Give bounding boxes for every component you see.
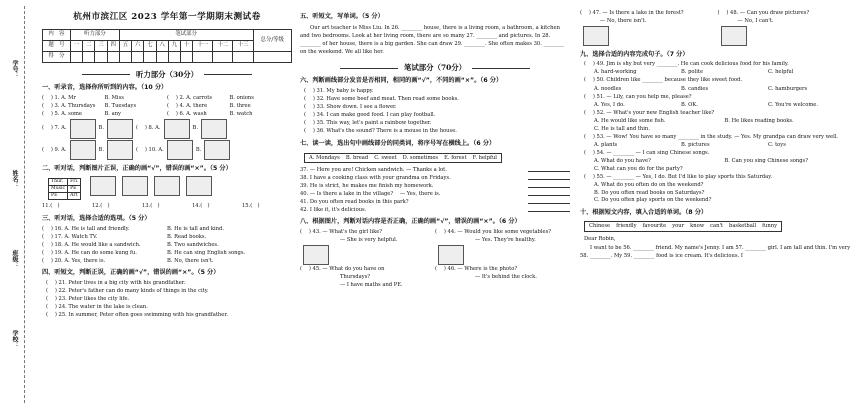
picture-row: ( ) 9. A. B. ( ) 10. A. B. <box>42 140 292 160</box>
section-9-title: 九、选择合适的内容完成句子。（7 分） <box>580 50 689 58</box>
picture-row <box>300 245 570 265</box>
section-6-title: 六、判断画线部分发音是否相同，相同的画“√”，不同的画“×”。（6 分） <box>300 77 503 85</box>
score-cell: 得 分 <box>43 51 71 62</box>
column-middle <box>300 8 570 405</box>
score-input[interactable] <box>168 51 180 62</box>
score-input[interactable] <box>70 51 82 62</box>
list-item[interactable]: ( ) 31. My baby is happy. <box>304 88 374 94</box>
score-cell: 六 <box>132 40 144 51</box>
timetable: Thur. Fri. Music PE PE Art <box>48 178 81 200</box>
answer-row[interactable]: 11.( ) 12.( ) 13.( ) 14.( ) 15.( ) <box>42 203 260 210</box>
answer-blank <box>528 183 570 188</box>
writing-band: 笔试部分（70分） <box>300 63 570 72</box>
picture-icon <box>583 26 609 46</box>
list-item[interactable]: 38. I have a cooking class with your grandma on Fridays. <box>300 175 570 182</box>
section-1-title: 一、听录音，选择你所听到的内容。（10 分） <box>42 83 168 91</box>
score-cell: 听力部分 <box>70 29 119 40</box>
section-10-title: 十、根据短文内容，填入合适的单词。（8 分） <box>580 208 708 216</box>
score-cell: 十二 <box>213 40 233 51</box>
score-cell: 十一 <box>193 40 213 51</box>
section-2-title: 二、听对话，判断图片正误，正确的画“√”，错误的画“×”。（5 分） <box>42 165 232 173</box>
list-item[interactable]: ( ) 35. This way, let's paint a rainbow together. <box>304 120 432 127</box>
list-item[interactable]: ( ) 36. What's the sound? There is a mouse in the house. <box>304 128 457 135</box>
column-right <box>580 8 855 405</box>
score-table <box>42 29 292 63</box>
answer-blank <box>528 199 570 204</box>
question[interactable]: ( ) 54. — ________ — I can sing Chinese songs. <box>584 149 710 156</box>
score-input[interactable] <box>156 51 168 62</box>
score-input[interactable] <box>107 51 119 62</box>
question[interactable]: ( ) 52. — What's your new English teacher like? <box>584 109 715 116</box>
options[interactable]: A. He would like some fish. B. He likes reading books. <box>594 117 794 124</box>
score-cell: 二 <box>83 40 95 51</box>
picture-icon <box>204 140 230 160</box>
picture-icon <box>70 140 96 160</box>
score-input[interactable] <box>253 51 292 62</box>
score-input[interactable] <box>144 51 156 62</box>
score-cell: 一 <box>70 40 82 51</box>
letter-body: I want to be 56. ________ friend. My name's Jenny. I am 57. ________ girl. I am tall and thin. I'm very 58. ________. My 59. ________ food is ice cream. It's delicious. I <box>580 245 851 260</box>
listening-band: 听力部分（30分） <box>42 70 292 79</box>
score-cell: 内 容 <box>43 29 71 40</box>
answer-blank <box>528 175 570 180</box>
picture-icon <box>90 176 116 196</box>
list-item[interactable]: ( ) 43. — What's the girl like? ( ) 44. — Would you like some vegetables? <box>300 228 552 235</box>
score-input[interactable] <box>233 51 253 62</box>
picture-icon <box>107 140 133 160</box>
options[interactable]: B. Do you often read books on Saturdays? <box>594 189 705 196</box>
list-item[interactable]: ( ) 17. A. Watch TV. B. Read books. <box>42 233 207 240</box>
list-item[interactable]: ( ) 24. The water in the lake is clean. <box>46 304 148 311</box>
question[interactable]: ( ) 53. — Wow! You have so many ________ in the study. — Yes. My grandpa can draw very well. <box>584 133 839 140</box>
section-3-title: 三、听对话，选择合适的选项。（5 分） <box>42 214 151 222</box>
list-item[interactable]: ( ) 22. Peter's father can do many kinds of things in the city. <box>46 288 209 295</box>
list-item[interactable]: ( ) 23. Peter likes the city life. <box>46 296 130 303</box>
list-item[interactable]: ( ) 21. Peter lives in a big city with his grandfather. <box>46 279 186 286</box>
list-item[interactable]: ( ) 19. A. He can do some kung fu. B. He can sing English songs. <box>42 249 246 256</box>
score-cell: 十 <box>181 40 193 51</box>
picture-icon <box>438 245 464 265</box>
score-cell: 八 <box>156 40 168 51</box>
question[interactable]: ( ) 51. — Lily, can you help me, please? <box>584 93 692 100</box>
list-item[interactable]: ( ) 32. Have some beef and meat. Then read some books. <box>304 96 459 103</box>
score-cell: 笔试部分 <box>119 29 253 40</box>
options[interactable]: A. What do you have? B. Can you sing Chinese songs? <box>594 157 808 164</box>
question[interactable]: ( ) 55. — ________ — Yes, I do. But I'd like to play sports this Saturday. <box>584 173 773 180</box>
picture-icon <box>186 176 212 196</box>
question[interactable]: ( ) 49. Jim is shy but very ________. He can cook delicious food for his family. <box>584 61 789 68</box>
student-id-label: 学号： <box>11 60 18 78</box>
picture-icon <box>164 119 190 139</box>
picture-icon <box>70 119 96 139</box>
school-label: 学校： <box>11 330 18 348</box>
list-item[interactable]: ( ) 18. A. He would like a sandwich. B. Two sandwiches. <box>42 241 219 248</box>
class-label: 班级： <box>11 250 18 268</box>
score-cell: 九 <box>168 40 180 51</box>
picture-row <box>42 176 292 202</box>
score-input[interactable] <box>193 51 213 62</box>
list-item[interactable]: ( ) 34. I can make good food. I can play football. <box>304 112 436 119</box>
list-item[interactable]: ( ) 16. A. He is tall and friendly. B. He is tall and kind. <box>42 225 224 232</box>
score-cell: 总分/等级 <box>253 29 292 51</box>
list-item[interactable]: 42. I like it, it's delicious. <box>300 207 570 214</box>
list-item[interactable]: ( ) 1. A. Mr B. Miss ( ) 2. A. carrots B. onions <box>42 94 254 101</box>
picture-icon <box>107 119 133 139</box>
list-item[interactable]: ( ) 20. A. Yes, there is. B. No, there isn't. <box>42 257 214 264</box>
answer-blank <box>528 207 570 212</box>
picture-icon <box>721 26 747 46</box>
letter-greeting: Dear Robin, <box>584 235 616 242</box>
cut-line <box>24 6 25 403</box>
name-label: 姓名： <box>11 170 18 188</box>
score-cell: 四 <box>107 40 119 51</box>
options[interactable]: C. What can you do for the party? <box>594 165 683 172</box>
list-item: — No, there isn't. — No, I can't. <box>600 17 774 24</box>
options[interactable]: A. noodles B. candies C. hamburgers <box>594 85 808 92</box>
passage: Our art teacher is Miss Liu. In 26. ________ house, there is a living room, a bathroom, a kitchen and two bedrooms. Look at her living room, there are so many 27. ________ and pictures. In 28. ________ of her house, there is a big garden. She can draw 29. ________. She often makes 30. ________ on the weekend. We all like her. <box>300 24 565 55</box>
list-item[interactable]: ( ) 47. — Is there a lake in the forest? ( ) 48. — Can you draw pictures? <box>580 9 810 16</box>
options[interactable]: C. He is tall and thin. <box>594 125 650 132</box>
column-left <box>42 8 292 405</box>
score-cell: 三 <box>95 40 107 51</box>
options[interactable]: A. hard-working B. polite C. helpful <box>594 69 794 76</box>
list-item[interactable]: ( ) 45. — What do you have on ( ) 46. — Where is the photo? <box>300 266 518 273</box>
section-8-title: 八、根据图片，判断对话内容是否正确，正确的画“√”，错误的画“×”。（6 分） <box>300 218 521 226</box>
list-item[interactable]: ( ) 5. A. some B. any ( ) 6. A. wash B. watch <box>42 110 253 117</box>
picture-icon <box>122 176 148 196</box>
options[interactable]: C. Do you often play sports on the weekend? <box>594 197 712 204</box>
picture-icon <box>167 140 193 160</box>
score-cell: 十三 <box>233 40 253 51</box>
list-item[interactable]: ( ) 3. A. Thursdays B. Tuesdays ( ) 4. A. there B. three <box>42 102 251 109</box>
options[interactable]: A. What do you often do on the weekend? <box>594 181 704 188</box>
section-5-title: 五、听短文，写单词。（5 分） <box>300 13 384 20</box>
picture-icon <box>303 245 329 265</box>
picture-row: ( ) 7. A. B. ( ) 8. A. B. <box>42 119 292 139</box>
score-cell: 七 <box>144 40 156 51</box>
list-item[interactable]: 41. Do you often read books in this park? <box>300 199 570 206</box>
list-item: — I have maths and PE. <box>340 282 403 289</box>
picture-icon <box>201 119 227 139</box>
score-input[interactable] <box>213 51 233 62</box>
binding-margin <box>2 0 34 409</box>
section-7-title: 七、读一读，选出句中画线部分的同类词，将序号写在横线上。（6 分） <box>300 139 496 147</box>
answer-blank <box>528 191 570 196</box>
score-input[interactable] <box>119 51 131 62</box>
section-4-title: 四、听短文，判断正误，正确的画“√”，错误的画“×”。（5 分） <box>42 269 220 277</box>
score-input[interactable] <box>83 51 95 62</box>
score-input[interactable] <box>95 51 107 62</box>
word-bank: A. Mondays B. bread C. sweet D. sometimes E. forest F. helpful <box>304 153 502 164</box>
list-item: — She is very helpful. — Yes. They're healthy. <box>340 236 536 243</box>
picture-icon <box>154 176 180 196</box>
score-input[interactable] <box>132 51 144 62</box>
question[interactable]: ( ) 50. Children like ________ because they like sweet food. <box>584 77 742 84</box>
picture-row <box>580 26 855 46</box>
list-item[interactable]: ( ) 33. Show down. I see a flower. <box>304 104 397 111</box>
score-input[interactable] <box>181 51 193 62</box>
list-item[interactable]: 39. He is strict, he makes me finish my homework. <box>300 183 570 190</box>
options[interactable]: A. Yes, I do. B. OK. C. You're welcome. <box>594 101 818 108</box>
list-item[interactable]: 40. — Is there a lake in the village? — Yes, there is. <box>300 191 570 198</box>
word-bank: Chinese friendly favourite your know can't basketball funny <box>584 221 782 232</box>
list-item: Thursdays? — It's behind the clock. <box>340 274 537 281</box>
score-cell: 五 <box>119 40 131 51</box>
answer-blank <box>528 167 570 172</box>
options[interactable]: A. plants B. pictures C. toys <box>594 141 786 148</box>
exam-title: 杭州市滨江区 2023 学年第一学期期末测试卷 <box>73 12 261 22</box>
score-cell: 题 号 <box>43 40 71 51</box>
list-item[interactable]: 37. — Here you are! Chicken sandwich. — Thanks a lot. <box>300 167 570 174</box>
list-item[interactable]: ( ) 25. In summer, Peter often goes swimming with his grandfather. <box>46 312 228 319</box>
